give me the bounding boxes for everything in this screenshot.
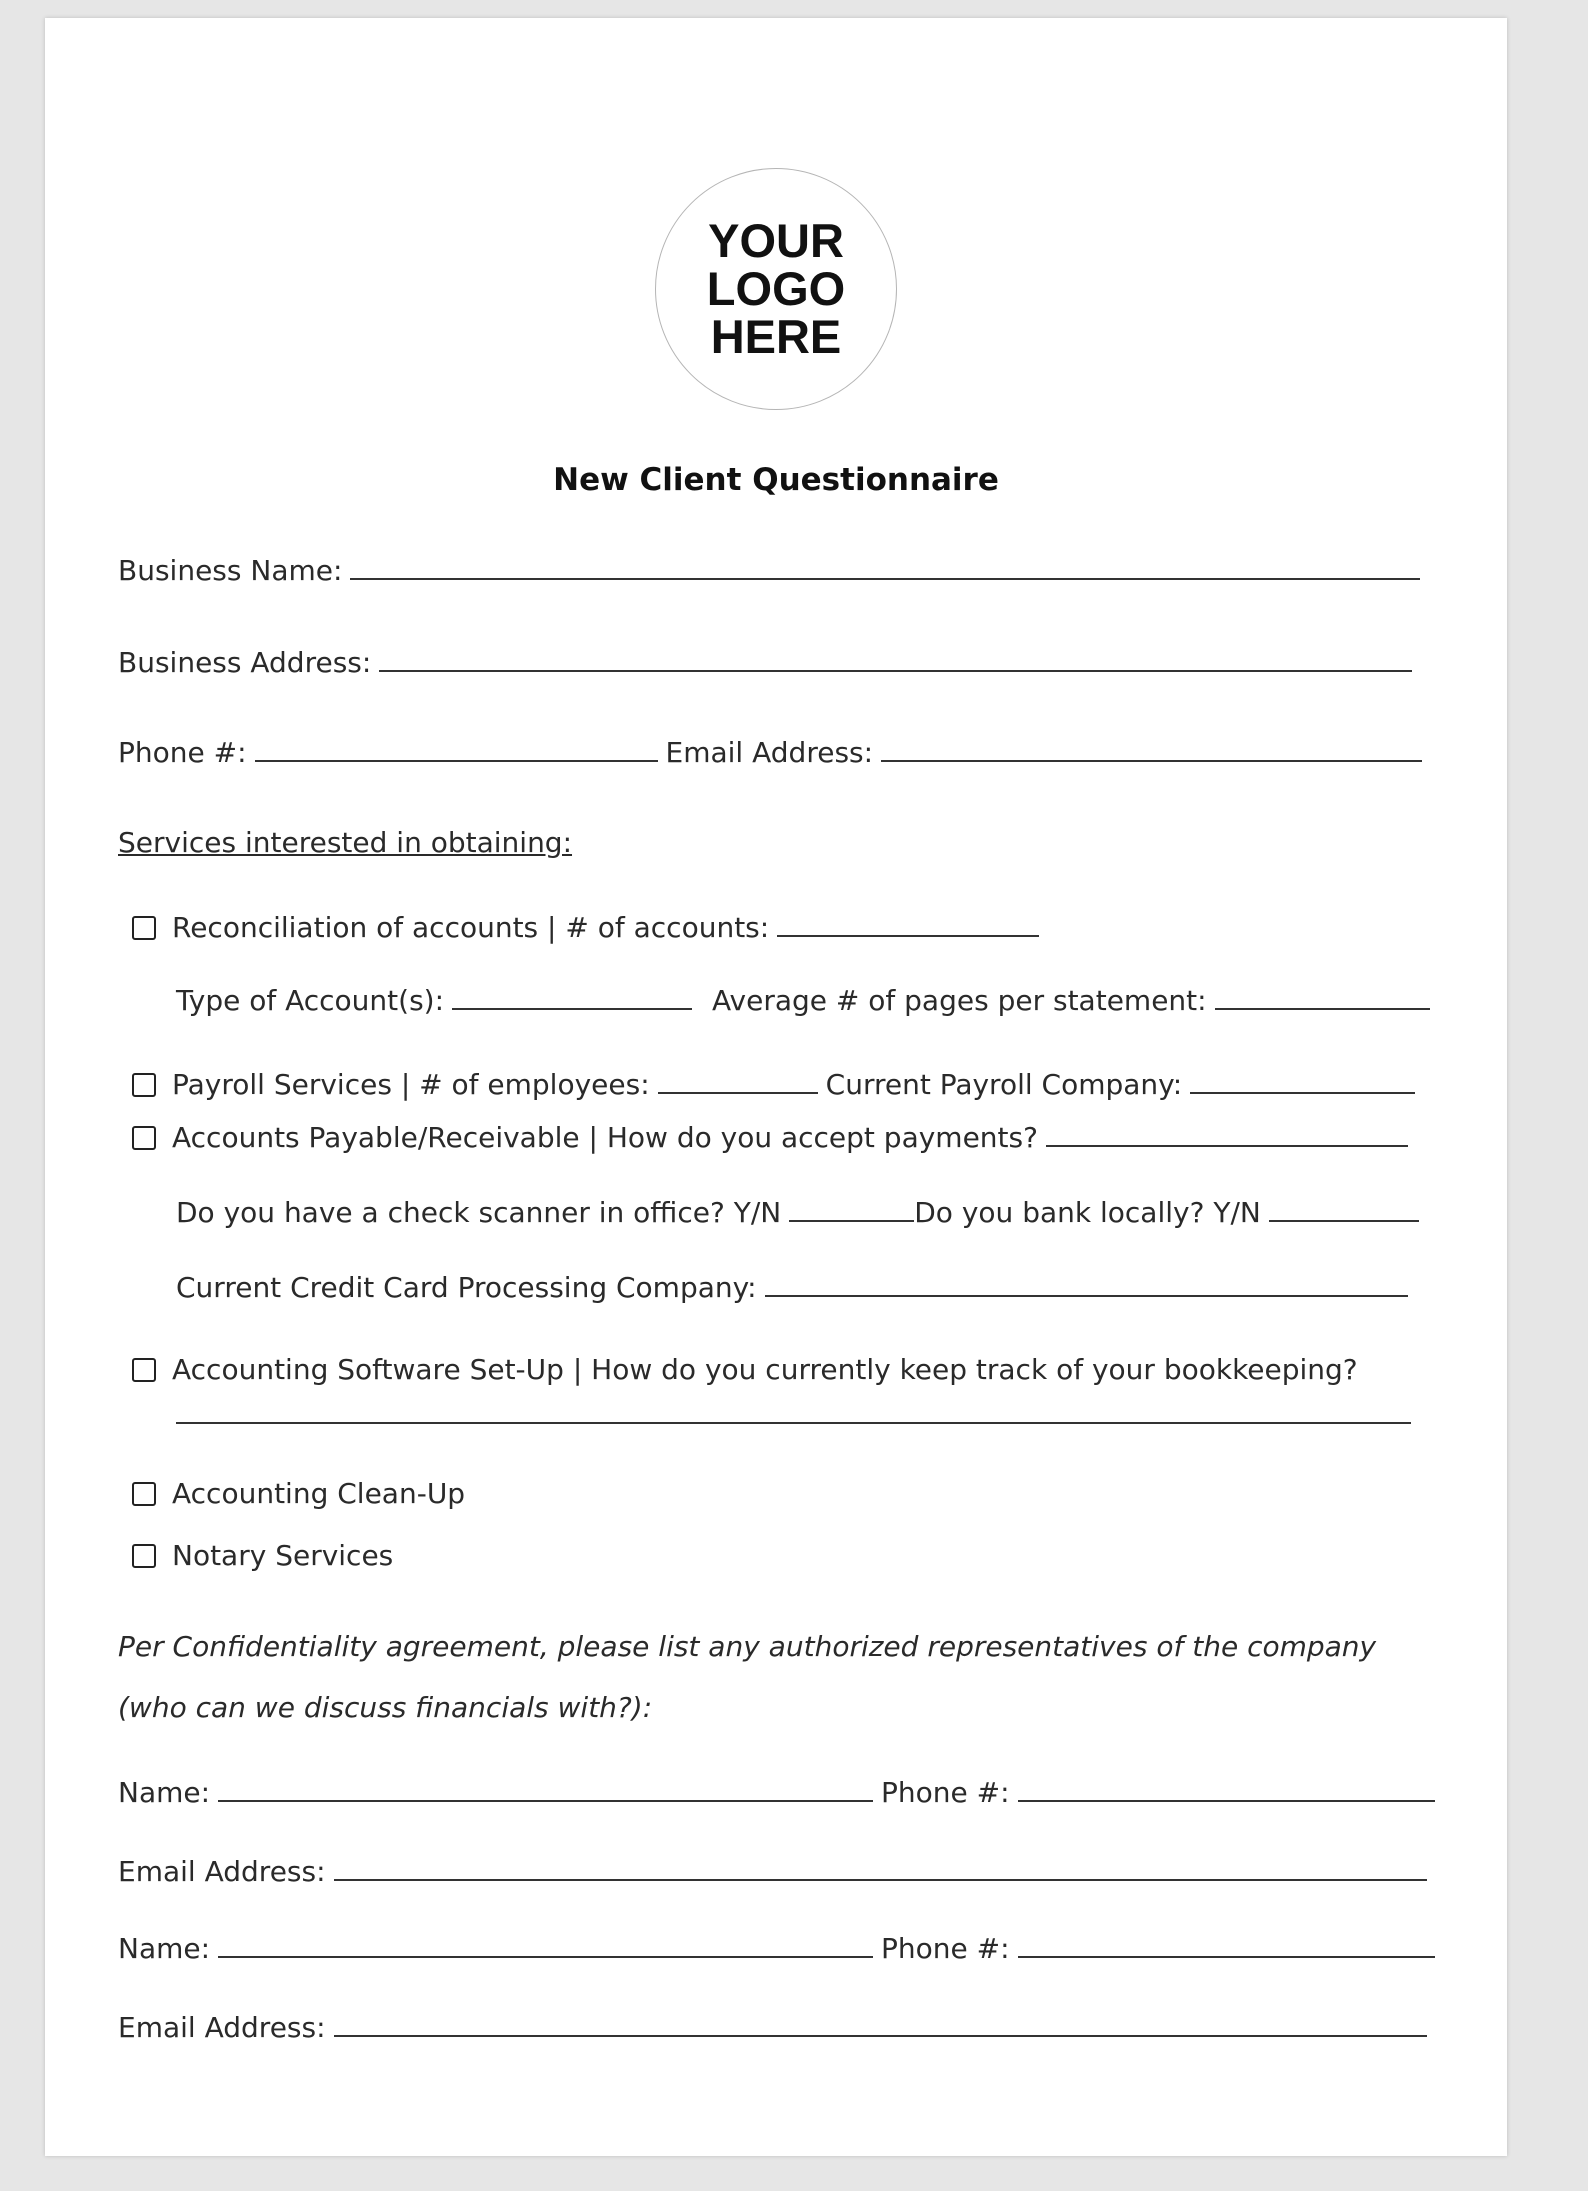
software-row	[132, 1353, 1358, 1386]
cleanup-label: Accounting Clean-Up	[172, 1477, 466, 1510]
rep-2-phone-field[interactable]	[1018, 1955, 1435, 1958]
software-checkbox[interactable]	[132, 1358, 156, 1382]
rep-2-email-row	[118, 2011, 1427, 2044]
rep-1-phone-field[interactable]	[1018, 1799, 1435, 1802]
bank-locally-label: Do you bank locally? Y/N	[914, 1196, 1261, 1229]
ap-ar-row	[132, 1121, 1408, 1154]
current-payroll-label: Current Payroll Company:	[825, 1068, 1183, 1101]
avg-pages-label: Average # of pages per statement:	[712, 984, 1207, 1017]
current-payroll-field[interactable]	[1190, 1091, 1415, 1094]
business-name-field[interactable]	[350, 577, 1420, 580]
services-heading: Services interested in obtaining:	[118, 826, 573, 859]
business-address-label: Business Address:	[118, 646, 372, 679]
num-accounts-field[interactable]	[777, 934, 1039, 937]
payments-field[interactable]	[1046, 1144, 1408, 1147]
notary-label: Notary Services	[172, 1539, 394, 1572]
rep-1-email-field[interactable]	[334, 1878, 1427, 1881]
rep-1-name-label: Name:	[118, 1776, 211, 1809]
phone-label: Phone #:	[118, 736, 247, 769]
ap-ar-label: Accounts Payable/Receivable | How do you accept payments?	[172, 1121, 1038, 1154]
type-of-accounts-field[interactable]	[452, 1007, 692, 1010]
type-of-accounts-label: Type of Account(s):	[176, 984, 445, 1017]
rep-2-phone-label: Phone #:	[881, 1932, 1010, 1965]
rep-1-name-field[interactable]	[218, 1799, 873, 1802]
notary-row	[132, 1539, 393, 1572]
rep-2-email-field[interactable]	[334, 2034, 1427, 2037]
payroll-row	[132, 1068, 1415, 1101]
rep-2-name-field[interactable]	[218, 1955, 873, 1958]
cleanup-row	[132, 1477, 465, 1510]
payroll-label: Payroll Services | # of employees:	[172, 1068, 650, 1101]
num-employees-field[interactable]	[658, 1091, 818, 1094]
bookkeeping-field[interactable]	[176, 1421, 1411, 1424]
check-scanner-label: Do you have a check scanner in office? Y/N	[176, 1196, 782, 1229]
rep-2-email-label: Email Address:	[118, 2011, 326, 2044]
email-label: Email Address:	[665, 736, 874, 769]
bank-locally-field[interactable]	[1269, 1219, 1419, 1222]
logo-text: YOUR LOGO HERE	[706, 214, 846, 363]
confidentiality-line-1: Per Confidentiality agreement, please list any authorized representatives of the company	[118, 1630, 1377, 1663]
account-type-row	[176, 984, 1430, 1017]
rep-2-name-label: Name:	[118, 1932, 211, 1965]
notary-checkbox[interactable]	[132, 1544, 156, 1568]
business-name-label: Business Name:	[118, 554, 343, 587]
phone-field[interactable]	[255, 759, 658, 762]
credit-card-row	[176, 1271, 1408, 1304]
business-address-row	[118, 646, 1412, 679]
business-address-field[interactable]	[379, 669, 1412, 672]
rep-1-email-row	[118, 1855, 1427, 1888]
confidentiality-line-2: (who can we discuss financials with?):	[118, 1691, 653, 1724]
check-scanner-field[interactable]	[789, 1219, 914, 1222]
payroll-checkbox[interactable]	[132, 1073, 156, 1097]
email-field[interactable]	[881, 759, 1422, 762]
software-label: Accounting Software Set-Up | How do you currently keep track of your bookkeeping?	[172, 1353, 1358, 1386]
rep-1-phone-label: Phone #:	[881, 1776, 1010, 1809]
phone-email-row	[118, 736, 1422, 769]
reconciliation-label: Reconciliation of accounts | # of accounts:	[172, 911, 770, 944]
business-name-row	[118, 554, 1420, 587]
document-page	[45, 18, 1507, 2156]
rep-1-email-label: Email Address:	[118, 1855, 326, 1888]
page-title: New Client Questionnaire	[553, 462, 999, 498]
reconciliation-row	[132, 911, 1039, 944]
rep-1-name-phone-row	[118, 1776, 1435, 1809]
cleanup-checkbox[interactable]	[132, 1482, 156, 1506]
credit-card-field[interactable]	[765, 1294, 1408, 1297]
logo-placeholder	[655, 168, 897, 410]
avg-pages-field[interactable]	[1215, 1007, 1430, 1010]
rep-2-name-phone-row	[118, 1932, 1435, 1965]
credit-card-label: Current Credit Card Processing Company:	[176, 1271, 757, 1304]
reconciliation-checkbox[interactable]	[132, 916, 156, 940]
scanner-bank-row	[176, 1196, 1419, 1229]
ap-ar-checkbox[interactable]	[132, 1126, 156, 1150]
